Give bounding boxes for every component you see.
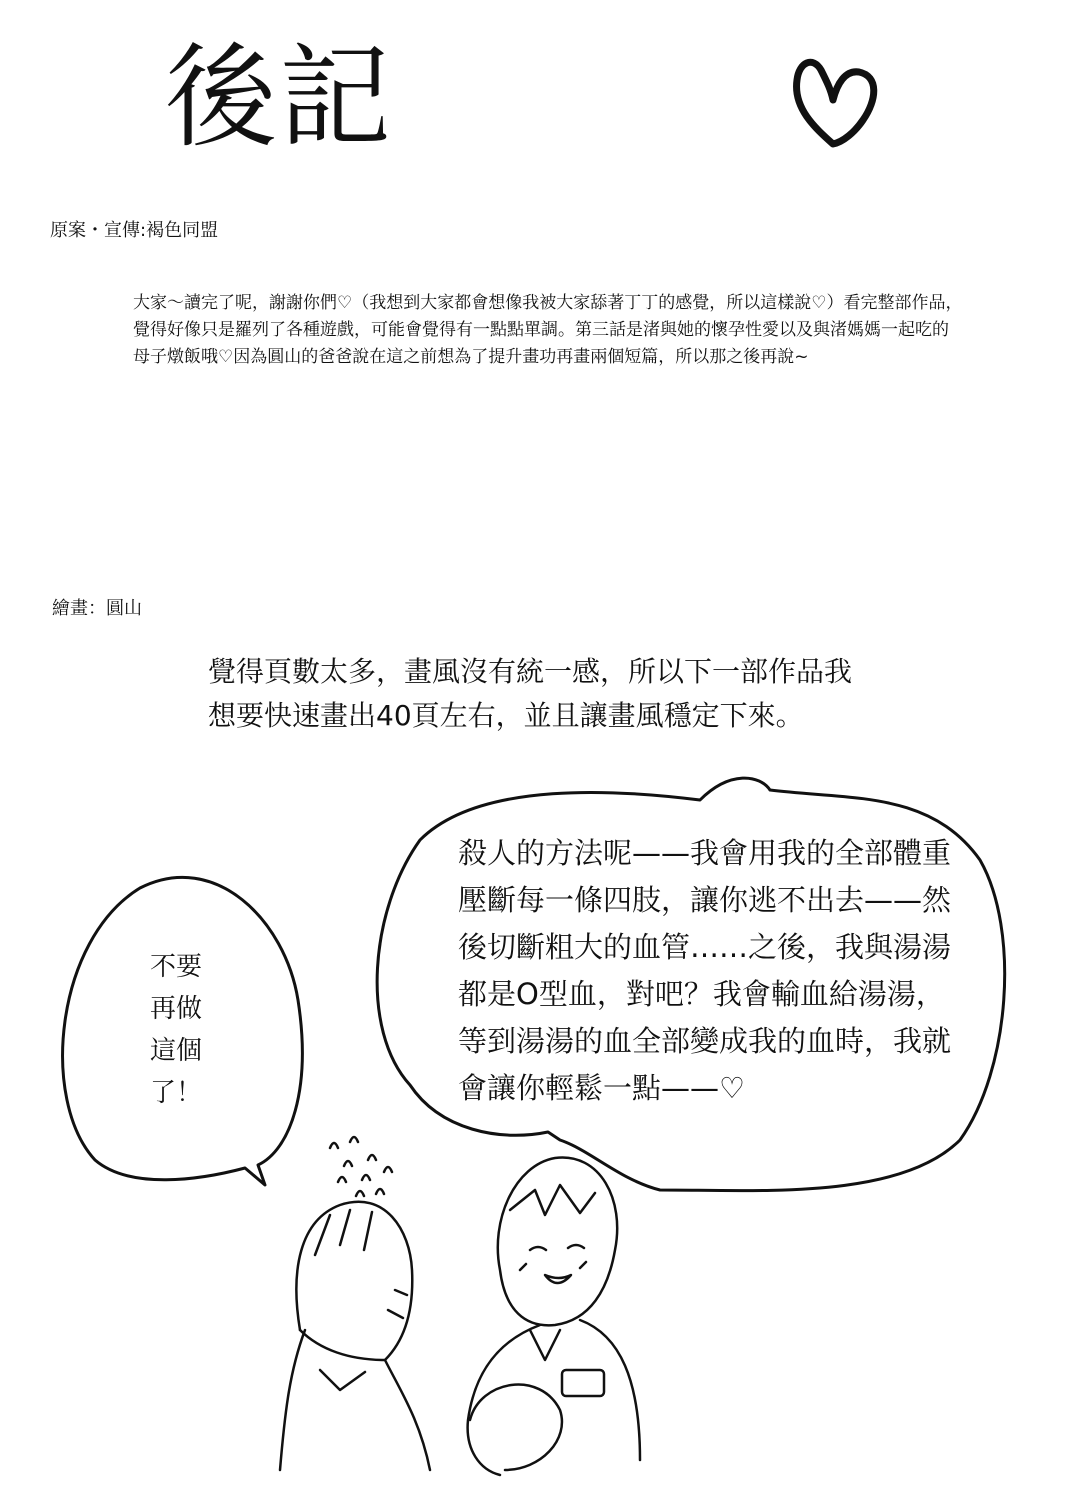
character-right — [468, 1157, 640, 1475]
art-afterword-text: 覺得頁數太多，畫風沒有統一感，所以下一部作品我想要快速畫出40頁左右，並且讓畫風穩定下來。 — [208, 655, 853, 732]
speech-text-right: 殺人的方法呢——我會用我的全部體重壓斷每一條四肢，讓你逃不出去——然後切斷粗大的血管……之後，我與湯湯都是O型血，對吧？我會輸血給湯湯，等到湯湯的血全部變成我的血時，我就會讓你輕鬆一點——♡ — [458, 836, 952, 1105]
art-credit: 繪畫：圓山 — [52, 598, 142, 619]
story-afterword-text: 大家～讀完了呢，謝謝你們♡（我想到大家都會想像我被大家舔著丁丁的感覺，所以這樣說♡）看完整部作品，覺得好像只是羅列了各種遊戲，可能會覺得有一點點單調。第三話是渚與她的懷孕性愛以及與渚媽媽一起吃的母子燉飯哦♡因為圓山的爸爸說在這之前想為了提升畫功再畫兩個短篇，所以那之後再說~ — [133, 293, 963, 367]
page-title: 後記 — [165, 33, 393, 163]
speech-text-left: 不要再做這個了！ — [150, 952, 203, 1108]
squiggle-marks — [330, 1137, 392, 1196]
heart-doodle-icon — [785, 48, 885, 153]
story-credit: 原案・宣傳:褐色同盟 — [50, 220, 219, 241]
character-left — [280, 1202, 430, 1470]
